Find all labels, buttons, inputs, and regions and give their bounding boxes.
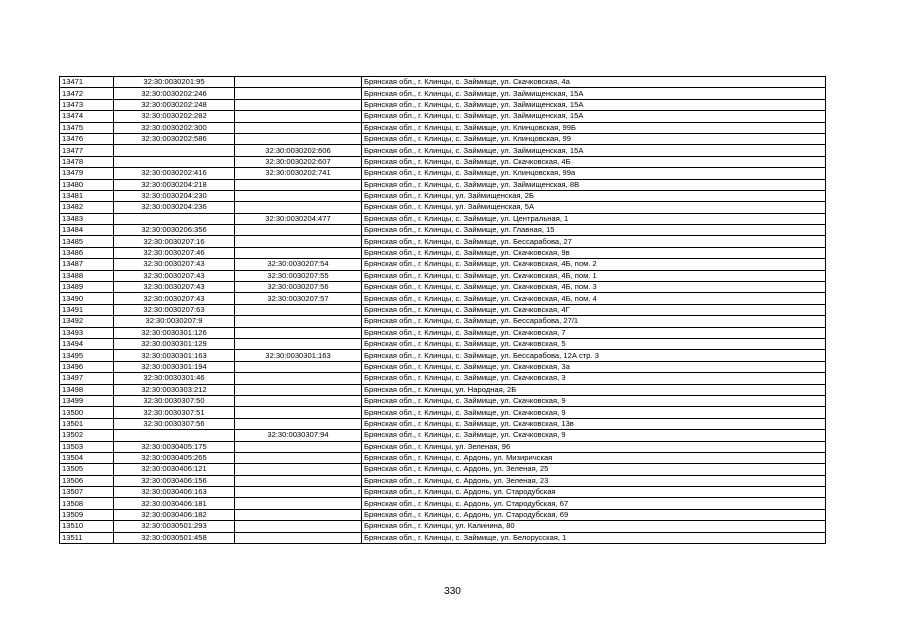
table-row: [60, 236, 826, 247]
related-cadastral-number-cell: 32:30:0030207:55: [235, 270, 362, 281]
address-cell: Брянская обл., г. Клинцы, с. Займище, ул. Центральная, 1: [362, 213, 826, 224]
related-cadastral-number-cell: [235, 521, 362, 532]
address-cell: Брянская обл., г. Клинцы, с. Займище, ул. Займищенская, 15А: [362, 88, 826, 99]
related-cadastral-number-cell: [235, 304, 362, 315]
cadastral-number-cell: 32:30:0030303:212: [114, 384, 235, 395]
cadastral-number-cell: 32:30:0030301:163: [114, 350, 235, 361]
related-cadastral-number-cell: 32:30:0030202:741: [235, 168, 362, 179]
cadastral-number-cell: 32:30:0030207:46: [114, 247, 235, 258]
related-cadastral-number-cell: [235, 133, 362, 144]
address-cell: Брянская обл., г. Клинцы, с. Займище, ул. Скачковская, 3: [362, 373, 826, 384]
related-cadastral-number-cell: [235, 77, 362, 88]
related-cadastral-number-cell: [235, 509, 362, 520]
row-number-cell: 13477: [60, 145, 114, 156]
related-cadastral-number-cell: [235, 338, 362, 349]
cadastral-number-cell: 32:30:0030406:163: [114, 487, 235, 498]
table-row: [60, 418, 826, 429]
related-cadastral-number-cell: 32:30:0030307:94: [235, 430, 362, 441]
row-number-cell: 13489: [60, 282, 114, 293]
row-number-cell: 13508: [60, 498, 114, 509]
table-row: [60, 384, 826, 395]
address-cell: Брянская обл., г. Клинцы, с. Займище, ул. Клинцовская, 99а: [362, 168, 826, 179]
address-cell: Брянская обл., г. Клинцы, с. Займище, ул. Скачковская, 4а: [362, 77, 826, 88]
related-cadastral-number-cell: [235, 247, 362, 258]
table-row: [60, 133, 826, 144]
cadastral-number-cell: 32:30:0030406:121: [114, 464, 235, 475]
row-number-cell: 13510: [60, 521, 114, 532]
related-cadastral-number-cell: [235, 202, 362, 213]
row-number-cell: 13491: [60, 304, 114, 315]
row-number-cell: 13480: [60, 179, 114, 190]
row-number-cell: 13478: [60, 156, 114, 167]
cadastral-number-cell: 32:30:0030301:126: [114, 327, 235, 338]
row-number-cell: 13479: [60, 168, 114, 179]
cadastral-number-cell: 32:30:0030406:156: [114, 475, 235, 486]
table-row: [60, 88, 826, 99]
address-cell: Брянская обл., г. Клинцы, с. Займище, ул. Займищенская, 15А: [362, 145, 826, 156]
address-cell: Брянская обл., г. Клинцы, с. Займище, ул. Скачковская, 4Б: [362, 156, 826, 167]
table-row: [60, 532, 826, 543]
row-number-cell: 13507: [60, 487, 114, 498]
address-cell: Брянская обл., г. Клинцы, с. Займище, ул. Скачковская, 9: [362, 395, 826, 406]
address-cell: Брянская обл., г. Клинцы, с. Займище, ул. Бессарабова, 27: [362, 236, 826, 247]
row-number-cell: 13496: [60, 361, 114, 372]
address-cell: Брянская обл., г. Клинцы, с. Займище, ул. Скачковская, 13в: [362, 418, 826, 429]
related-cadastral-number-cell: [235, 361, 362, 372]
related-cadastral-number-cell: 32:30:0030301:163: [235, 350, 362, 361]
related-cadastral-number-cell: [235, 122, 362, 133]
table-row: [60, 316, 826, 327]
related-cadastral-number-cell: [235, 452, 362, 463]
cadastral-number-cell: 32:30:0030204:218: [114, 179, 235, 190]
cadastral-number-cell: 32:30:0030202:300: [114, 122, 235, 133]
page-number: 330: [444, 586, 461, 597]
address-cell: Брянская обл., г. Клинцы, с. Займище, ул. Займищенская, 8В: [362, 179, 826, 190]
row-number-cell: 13482: [60, 202, 114, 213]
address-cell: Брянская обл., г. Клинцы, с. Займище, ул. Главная, 15: [362, 225, 826, 236]
address-cell: Брянская обл., г. Клинцы, с. Займище, ул. Бессарабова, 27/1: [362, 316, 826, 327]
table-row: [60, 430, 826, 441]
related-cadastral-number-cell: [235, 475, 362, 486]
row-number-cell: 13509: [60, 509, 114, 520]
cadastral-number-cell: 32:30:0030405:175: [114, 441, 235, 452]
cadastral-number-cell: 32:30:0030207:16: [114, 236, 235, 247]
address-cell: Брянская обл., г. Клинцы, с. Займище, ул. Скачковская, 4Б, пом. 2: [362, 259, 826, 270]
address-cell: Брянская обл., г. Клинцы, ул. Калинина, 80: [362, 521, 826, 532]
address-cell: Брянская обл., г. Клинцы, с. Ардонь, ул. Мизиричская: [362, 452, 826, 463]
related-cadastral-number-cell: [235, 384, 362, 395]
address-cell: Брянская обл., г. Клинцы, с. Ардонь, ул. Зеленая, 25: [362, 464, 826, 475]
table-row: [60, 498, 826, 509]
address-cell: Брянская обл., г. Клинцы, с. Займище, ул. Клинцовская, 99: [362, 133, 826, 144]
address-cell: Брянская обл., г. Клинцы, с. Займище, ул. Белорусская, 1: [362, 532, 826, 543]
table-row: [60, 99, 826, 110]
address-cell: Брянская обл., г. Клинцы, с. Займище, ул. Клинцовская, 99Б: [362, 122, 826, 133]
related-cadastral-number-cell: [235, 225, 362, 236]
address-cell: Брянская обл., г. Клинцы, с. Займище, ул. Скачковская, 9в: [362, 247, 826, 258]
table-row: [60, 77, 826, 88]
address-cell: Брянская обл., г. Клинцы, с. Займище, ул. Скачковская, 3а: [362, 361, 826, 372]
related-cadastral-number-cell: [235, 464, 362, 475]
address-cell: Брянская обл., г. Клинцы, с. Займище, ул. Скачковская, 4Б, пом. 3: [362, 282, 826, 293]
cadastral-number-cell: 32:30:0030406:182: [114, 509, 235, 520]
row-number-cell: 13486: [60, 247, 114, 258]
table-row: [60, 282, 826, 293]
related-cadastral-number-cell: [235, 418, 362, 429]
related-cadastral-number-cell: [235, 190, 362, 201]
cadastral-number-cell: 32:30:0030207:63: [114, 304, 235, 315]
cadastral-number-cell: 32:30:0030207:43: [114, 259, 235, 270]
table-row: [60, 521, 826, 532]
cadastral-number-cell: 32:30:0030204:230: [114, 190, 235, 201]
related-cadastral-number-cell: [235, 316, 362, 327]
related-cadastral-number-cell: [235, 88, 362, 99]
row-number-cell: 13506: [60, 475, 114, 486]
address-cell: Брянская обл., г. Клинцы, с. Займище, ул. Займищенская, 15А: [362, 111, 826, 122]
row-number-cell: 13474: [60, 111, 114, 122]
table-row: [60, 509, 826, 520]
cadastral-number-cell: 32:30:0030207:43: [114, 282, 235, 293]
row-number-cell: 13495: [60, 350, 114, 361]
table-row: [60, 373, 826, 384]
table-row: [60, 111, 826, 122]
related-cadastral-number-cell: [235, 179, 362, 190]
table-row: [60, 293, 826, 304]
table-row: [60, 190, 826, 201]
related-cadastral-number-cell: [235, 111, 362, 122]
cadastral-number-cell: [114, 145, 235, 156]
row-number-cell: 13494: [60, 338, 114, 349]
address-cell: Брянская обл., г. Клинцы, с. Займище, ул. Скачковская, 9: [362, 407, 826, 418]
row-number-cell: 13511: [60, 532, 114, 543]
table-row: [60, 304, 826, 315]
cadastral-number-cell: 32:30:0030307:56: [114, 418, 235, 429]
cadastral-number-cell: 32:30:0030206:356: [114, 225, 235, 236]
table-row: [60, 145, 826, 156]
cadastral-number-cell: 32:30:0030406:181: [114, 498, 235, 509]
table-row: [60, 464, 826, 475]
related-cadastral-number-cell: 32:30:0030207:56: [235, 282, 362, 293]
cadastral-number-cell: 32:30:0030207:9: [114, 316, 235, 327]
row-number-cell: 13481: [60, 190, 114, 201]
related-cadastral-number-cell: [235, 236, 362, 247]
table-row: [60, 395, 826, 406]
table-row: [60, 350, 826, 361]
registry-table: [59, 76, 826, 544]
row-number-cell: 13500: [60, 407, 114, 418]
row-number-cell: 13493: [60, 327, 114, 338]
table-row: [60, 168, 826, 179]
table-row: [60, 225, 826, 236]
cadastral-number-cell: 32:30:0030202:246: [114, 88, 235, 99]
cadastral-number-cell: 32:30:0030207:43: [114, 293, 235, 304]
cadastral-number-cell: 32:30:0030202:248: [114, 99, 235, 110]
address-cell: Брянская обл., г. Клинцы, с. Займище, ул. Займищенская, 15А: [362, 99, 826, 110]
related-cadastral-number-cell: 32:30:0030207:54: [235, 259, 362, 270]
table-row: [60, 338, 826, 349]
address-cell: Брянская обл., г. Клинцы, ул. Народная, 2Б: [362, 384, 826, 395]
cadastral-number-cell: 32:30:0030301:46: [114, 373, 235, 384]
address-cell: Брянская обл., г. Клинцы, с. Займище, ул. Скачковская, 5: [362, 338, 826, 349]
address-cell: Брянская обл., г. Клинцы, с. Ардонь, ул. Стародубская: [362, 487, 826, 498]
cadastral-number-cell: 32:30:0030202:416: [114, 168, 235, 179]
row-number-cell: 13499: [60, 395, 114, 406]
row-number-cell: 13483: [60, 213, 114, 224]
row-number-cell: 13498: [60, 384, 114, 395]
cadastral-number-cell: 32:30:0030204:236: [114, 202, 235, 213]
cadastral-number-cell: 32:30:0030301:194: [114, 361, 235, 372]
related-cadastral-number-cell: [235, 99, 362, 110]
row-number-cell: 13487: [60, 259, 114, 270]
related-cadastral-number-cell: [235, 487, 362, 498]
address-cell: Брянская обл., г. Клинцы, с. Займище, ул. Скачковская, 7: [362, 327, 826, 338]
cadastral-number-cell: [114, 430, 235, 441]
table-row: [60, 487, 826, 498]
cadastral-number-cell: 32:30:0030202:586: [114, 133, 235, 144]
table-row: [60, 156, 826, 167]
address-cell: Брянская обл., г. Клинцы, ул. Зеленая, 96: [362, 441, 826, 452]
address-cell: Брянская обл., г. Клинцы, с. Ардонь, ул. Стародубская, 67: [362, 498, 826, 509]
table-row: [60, 407, 826, 418]
registry-table-body: [60, 77, 826, 544]
table-row: [60, 179, 826, 190]
row-number-cell: 13504: [60, 452, 114, 463]
table-row: [60, 475, 826, 486]
row-number-cell: 13473: [60, 99, 114, 110]
address-cell: Брянская обл., г. Клинцы, ул. Займищенская, 2Б: [362, 190, 826, 201]
table-row: [60, 259, 826, 270]
related-cadastral-number-cell: [235, 327, 362, 338]
related-cadastral-number-cell: [235, 498, 362, 509]
related-cadastral-number-cell: 32:30:0030202:606: [235, 145, 362, 156]
address-cell: Брянская обл., г. Клинцы, с. Займище, ул. Скачковская, 9: [362, 430, 826, 441]
cadastral-number-cell: 32:30:0030207:43: [114, 270, 235, 281]
related-cadastral-number-cell: 32:30:0030207:57: [235, 293, 362, 304]
table-row: [60, 452, 826, 463]
cadastral-number-cell: 32:30:0030307:50: [114, 395, 235, 406]
address-cell: Брянская обл., г. Клинцы, с. Займище, ул. Бессарабова, 12А стр. 3: [362, 350, 826, 361]
row-number-cell: 13488: [60, 270, 114, 281]
row-number-cell: 13501: [60, 418, 114, 429]
row-number-cell: 13505: [60, 464, 114, 475]
row-number-cell: 13490: [60, 293, 114, 304]
address-cell: Брянская обл., г. Клинцы, с. Займище, ул. Скачковская, 4Г: [362, 304, 826, 315]
related-cadastral-number-cell: [235, 373, 362, 384]
row-number-cell: 13497: [60, 373, 114, 384]
row-number-cell: 13485: [60, 236, 114, 247]
cadastral-number-cell: 32:30:0030201:95: [114, 77, 235, 88]
address-cell: Брянская обл., г. Клинцы, с. Ардонь, ул. Стародубская, 69: [362, 509, 826, 520]
address-cell: Брянская обл., г. Клинцы, ул. Займищенская, 5А: [362, 202, 826, 213]
table-row: [60, 122, 826, 133]
row-number-cell: 13471: [60, 77, 114, 88]
row-number-cell: 13476: [60, 133, 114, 144]
related-cadastral-number-cell: [235, 407, 362, 418]
cadastral-number-cell: 32:30:0030202:282: [114, 111, 235, 122]
row-number-cell: 13492: [60, 316, 114, 327]
row-number-cell: 13472: [60, 88, 114, 99]
table-row: [60, 361, 826, 372]
table-row: [60, 202, 826, 213]
table-row: [60, 441, 826, 452]
row-number-cell: 13475: [60, 122, 114, 133]
row-number-cell: 13503: [60, 441, 114, 452]
cadastral-number-cell: 32:30:0030501:293: [114, 521, 235, 532]
related-cadastral-number-cell: 32:30:0030204:477: [235, 213, 362, 224]
cadastral-number-cell: [114, 156, 235, 167]
cadastral-number-cell: [114, 213, 235, 224]
table-row: [60, 213, 826, 224]
row-number-cell: 13484: [60, 225, 114, 236]
related-cadastral-number-cell: [235, 395, 362, 406]
table-row: [60, 270, 826, 281]
table-row: [60, 247, 826, 258]
row-number-cell: 13502: [60, 430, 114, 441]
cadastral-number-cell: 32:30:0030307:51: [114, 407, 235, 418]
related-cadastral-number-cell: [235, 441, 362, 452]
table-row: [60, 327, 826, 338]
address-cell: Брянская обл., г. Клинцы, с. Ардонь, ул. Зеленая, 23: [362, 475, 826, 486]
address-cell: Брянская обл., г. Клинцы, с. Займище, ул. Скачковская, 4Б, пом. 1: [362, 270, 826, 281]
cadastral-number-cell: 32:30:0030405:265: [114, 452, 235, 463]
cadastral-number-cell: 32:30:0030301:129: [114, 338, 235, 349]
address-cell: Брянская обл., г. Клинцы, с. Займище, ул. Скачковская, 4Б, пом. 4: [362, 293, 826, 304]
cadastral-number-cell: 32:30:0030501:458: [114, 532, 235, 543]
related-cadastral-number-cell: 32:30:0030202:607: [235, 156, 362, 167]
related-cadastral-number-cell: [235, 532, 362, 543]
